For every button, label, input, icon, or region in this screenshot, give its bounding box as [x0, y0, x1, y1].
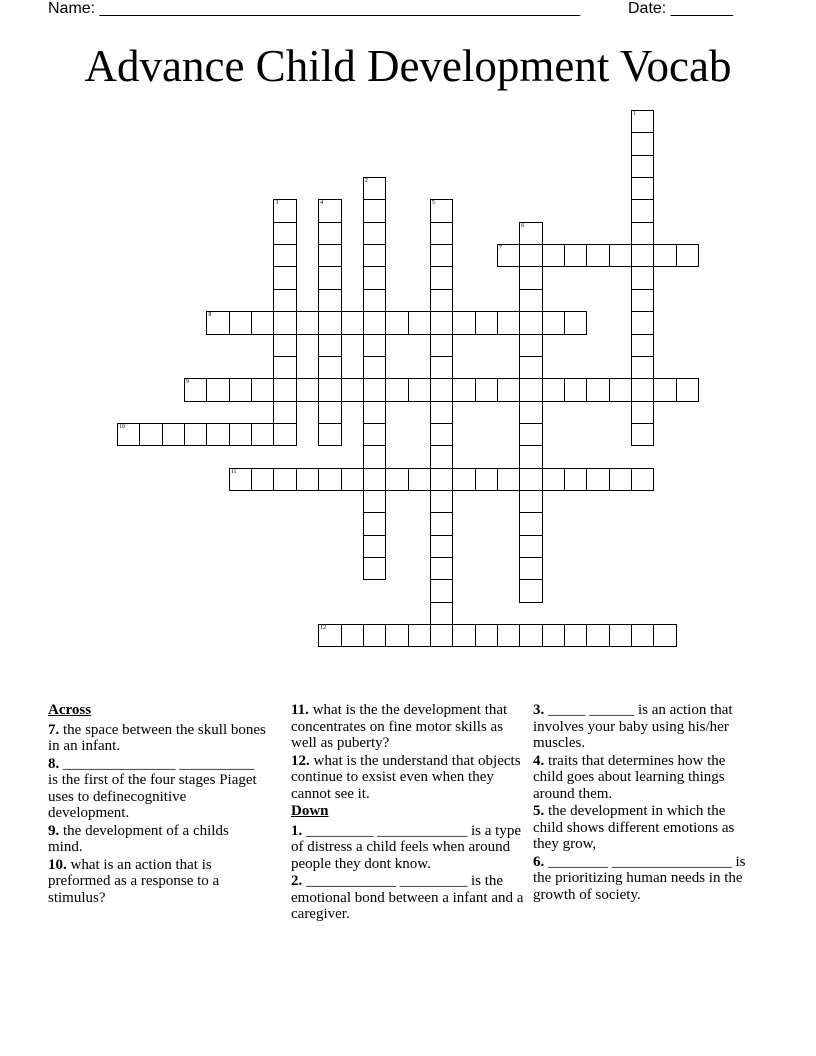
crossword-cell[interactable] [519, 535, 542, 558]
cell-number: 6 [521, 222, 525, 229]
crossword-cell[interactable] [430, 423, 453, 446]
crossword-cell[interactable] [430, 602, 453, 625]
crossword-cell[interactable] [341, 468, 364, 491]
crossword-cell[interactable] [631, 401, 654, 424]
crossword-cell[interactable] [273, 423, 296, 446]
crossword-cell[interactable] [385, 378, 408, 401]
crossword-cell[interactable] [430, 401, 453, 424]
crossword-cell[interactable] [430, 490, 453, 513]
crossword-cell[interactable] [631, 132, 654, 155]
crossword-cell[interactable] [519, 468, 542, 491]
crossword-cell[interactable] [519, 557, 542, 580]
crossword-cell[interactable] [229, 311, 252, 334]
crossword-cell[interactable] [430, 356, 453, 379]
crossword-cell[interactable] [631, 110, 654, 133]
crossword-cell[interactable] [542, 244, 565, 267]
crossword-cell[interactable] [318, 334, 341, 357]
clue-down-2: 2. ____________ _________ is the emotional bond between a infant and a caregiver. [291, 873, 524, 922]
down-heading: Down [291, 803, 329, 819]
cell-number: 4 [320, 200, 324, 207]
crossword-cell[interactable] [318, 423, 341, 446]
crossword-cell[interactable] [519, 289, 542, 312]
crossword-cell[interactable] [363, 624, 386, 647]
crossword-cell[interactable] [251, 423, 274, 446]
crossword-cell[interactable] [363, 177, 386, 200]
crossword-cell[interactable] [609, 378, 632, 401]
crossword-cell[interactable] [609, 468, 632, 491]
crossword-cell[interactable] [318, 378, 341, 401]
crossword-cell[interactable] [475, 468, 498, 491]
clue-down-5: 5. the development in which the child shows different emotions as they grow, [533, 803, 735, 852]
crossword-cell[interactable] [519, 401, 542, 424]
crossword-cell[interactable] [363, 468, 386, 491]
crossword-cell[interactable] [318, 311, 341, 334]
crossword-cell[interactable] [206, 423, 229, 446]
crossword-cell[interactable] [430, 468, 453, 491]
crossword-cell[interactable] [430, 289, 453, 312]
clue-down-3: 3. _____ ______ is an action that involves your baby using his/her muscles. [533, 702, 733, 751]
crossword-cell[interactable] [631, 155, 654, 178]
crossword-cell[interactable] [139, 423, 162, 446]
crossword-cell[interactable] [273, 378, 296, 401]
cell-number: 7 [498, 245, 502, 252]
crossword-cell[interactable] [363, 266, 386, 289]
cell-number: 8 [208, 312, 212, 319]
crossword-cell[interactable] [430, 535, 453, 558]
crossword-cell[interactable] [631, 289, 654, 312]
crossword-cell[interactable] [184, 423, 207, 446]
crossword-cell[interactable] [318, 266, 341, 289]
clue-across-12: 12. what is the understand that objects continue to exsist even when they cannot see it. [291, 752, 521, 802]
crossword-cell[interactable] [631, 199, 654, 222]
crossword-cell[interactable] [430, 378, 453, 401]
crossword-cell[interactable] [519, 490, 542, 513]
crossword-cell[interactable] [519, 445, 542, 468]
crossword-cell[interactable] [273, 401, 296, 424]
crossword-cell[interactable] [363, 445, 386, 468]
crossword-cell[interactable] [631, 266, 654, 289]
crossword-cell[interactable] [631, 244, 654, 267]
crossword-cell[interactable] [363, 356, 386, 379]
crossword-cell[interactable] [519, 311, 542, 334]
crossword-cell[interactable] [631, 311, 654, 334]
crossword-cell[interactable] [162, 423, 185, 446]
crossword-cell[interactable] [318, 401, 341, 424]
crossword-cell[interactable] [676, 244, 699, 267]
crossword-cell[interactable] [363, 289, 386, 312]
crossword-cell[interactable] [497, 624, 520, 647]
crossword-cell[interactable] [519, 356, 542, 379]
crossword-cell[interactable] [385, 468, 408, 491]
crossword-cell[interactable] [631, 378, 654, 401]
cell-number: 12 [320, 625, 327, 632]
crossword-cell[interactable] [229, 468, 252, 491]
crossword-cell[interactable] [273, 199, 296, 222]
crossword-cell[interactable] [452, 624, 475, 647]
clue-down-1: 1. _________ ____________ is a type of distress a child feels when around people they dont know. [291, 822, 521, 872]
crossword-cell[interactable] [341, 378, 364, 401]
clues-column-1 [48, 702, 266, 907]
crossword-cell[interactable] [586, 468, 609, 491]
crossword-cell[interactable] [363, 512, 386, 535]
crossword-cell[interactable] [408, 624, 431, 647]
crossword-cell[interactable] [586, 378, 609, 401]
clue-down-6: 6. ________ ________________ is the prioritizing human needs in the growth of society. [533, 853, 746, 903]
crossword-cell[interactable] [586, 624, 609, 647]
date-field-label[interactable]: Date: _______ [628, 0, 733, 17]
crossword-cell[interactable] [631, 222, 654, 245]
crossword-cell[interactable] [318, 356, 341, 379]
crossword-cell[interactable] [251, 378, 274, 401]
crossword-cell[interactable] [296, 468, 319, 491]
cell-number: 3 [275, 200, 279, 207]
header [48, 0, 748, 20]
crossword-cell[interactable] [363, 557, 386, 580]
clue-across-11: 11. what is the the development that concentrates on fine motor skills as well as puberty? [291, 702, 508, 751]
crossword-cell[interactable] [542, 624, 565, 647]
crossword-cell[interactable] [430, 222, 453, 245]
crossword-cell[interactable] [519, 334, 542, 357]
crossword-cell[interactable] [609, 624, 632, 647]
crossword-cell[interactable] [519, 222, 542, 245]
crossword-cell[interactable] [430, 579, 453, 602]
crossword-cell[interactable] [452, 311, 475, 334]
crossword-cell[interactable] [475, 624, 498, 647]
clue-down-4: 4. traits that determines how the child goes about learning things around them. [533, 752, 726, 802]
crossword-cell[interactable] [519, 378, 542, 401]
crossword-cell[interactable] [363, 490, 386, 513]
crossword-cell[interactable] [497, 244, 520, 267]
crossword-cell[interactable] [251, 311, 274, 334]
crossword-cell[interactable] [586, 244, 609, 267]
crossword-cell[interactable] [318, 468, 341, 491]
crossword-cell[interactable] [363, 222, 386, 245]
crossword-cell[interactable] [408, 378, 431, 401]
crossword-cell[interactable] [229, 423, 252, 446]
crossword-cell[interactable] [363, 199, 386, 222]
crossword-cell[interactable] [430, 445, 453, 468]
crossword-cell[interactable] [430, 334, 453, 357]
clue-across-7: 7. the space between the skull bones in an infant. [48, 721, 266, 754]
cell-number: 1 [633, 111, 637, 117]
cell-number: 5 [431, 200, 435, 207]
crossword-cell[interactable] [363, 378, 386, 401]
crossword-cell[interactable] [184, 378, 207, 401]
crossword-cell[interactable] [430, 199, 453, 222]
clues-column-2 [291, 702, 525, 924]
crossword-cell[interactable] [631, 177, 654, 200]
crossword-cell[interactable] [363, 423, 386, 446]
crossword-cell[interactable] [609, 244, 632, 267]
crossword-cell[interactable] [363, 244, 386, 267]
crossword-cell[interactable] [430, 624, 453, 647]
crossword-cell[interactable] [564, 468, 587, 491]
crossword-cell[interactable] [385, 311, 408, 334]
crossword-cell[interactable] [318, 289, 341, 312]
crossword-cell[interactable] [564, 244, 587, 267]
clues-column-3 [533, 702, 753, 904]
crossword-cell[interactable] [318, 222, 341, 245]
crossword-cell[interactable] [430, 244, 453, 267]
crossword-cell[interactable] [318, 244, 341, 267]
crossword-cell[interactable] [363, 311, 386, 334]
crossword-cell[interactable] [497, 468, 520, 491]
name-field-label[interactable]: Name: ______________________________________________________ [48, 0, 581, 17]
crossword-cell[interactable] [519, 266, 542, 289]
cell-number: 2 [364, 178, 368, 185]
crossword-cell[interactable] [296, 311, 319, 334]
crossword-cell[interactable] [273, 468, 296, 491]
crossword-cell[interactable] [631, 334, 654, 357]
clue-across-8: 8. _______________ __________ is the first of the four stages Piaget uses to definecognitive development. [48, 755, 257, 821]
crossword-cell[interactable] [542, 468, 565, 491]
crossword-cell[interactable] [497, 378, 520, 401]
crossword-cell[interactable] [273, 289, 296, 312]
crossword-cell[interactable] [631, 356, 654, 379]
crossword-cell[interactable] [206, 311, 229, 334]
crossword-cell[interactable] [452, 468, 475, 491]
crossword-cell[interactable] [653, 624, 676, 647]
crossword-cell[interactable] [564, 378, 587, 401]
crossword-cell[interactable] [542, 378, 565, 401]
page-title: Advance Child Development Vocab [84, 41, 732, 91]
cell-number: 10 [119, 423, 125, 430]
crossword-cell[interactable] [542, 311, 565, 334]
crossword-cell[interactable] [519, 244, 542, 267]
cell-number: 11 [230, 468, 237, 475]
crossword-cell[interactable] [318, 199, 341, 222]
crossword-cell[interactable] [497, 311, 520, 334]
crossword-cell[interactable] [363, 334, 386, 357]
crossword-cell[interactable] [676, 378, 699, 401]
crossword-cell[interactable] [519, 512, 542, 535]
crossword-cell[interactable] [251, 468, 274, 491]
crossword-cell[interactable] [564, 624, 587, 647]
crossword-cell[interactable] [385, 624, 408, 647]
crossword-cell[interactable] [631, 468, 654, 491]
crossword-cell[interactable] [631, 624, 654, 647]
crossword-cell[interactable] [117, 423, 140, 446]
crossword-cell[interactable] [430, 266, 453, 289]
crossword-cell[interactable] [519, 624, 542, 647]
crossword-cell[interactable] [341, 311, 364, 334]
crossword-cell[interactable] [430, 311, 453, 334]
crossword-cell[interactable] [206, 378, 229, 401]
crossword-cell[interactable] [475, 311, 498, 334]
crossword-cell[interactable] [408, 311, 431, 334]
crossword-cell[interactable] [519, 579, 542, 602]
crossword-cell[interactable] [273, 311, 296, 334]
crossword-cell[interactable] [273, 222, 296, 245]
crossword-cell[interactable] [430, 557, 453, 580]
clue-across-10: 10. what is an action that is preformed as a response to a stimulus? [48, 856, 220, 906]
crossword-cell[interactable] [653, 244, 676, 267]
clue-across-9: 9. the development of a childs mind. [48, 822, 229, 855]
crossword-cell[interactable] [318, 624, 341, 647]
crossword-cell[interactable] [430, 512, 453, 535]
cell-number: 9 [186, 379, 190, 386]
crossword-cell[interactable] [452, 378, 475, 401]
crossword-cell[interactable] [273, 334, 296, 357]
crossword-cell[interactable] [273, 356, 296, 379]
crossword-cell[interactable] [273, 244, 296, 267]
crossword-cell[interactable] [273, 266, 296, 289]
crossword-cell[interactable] [408, 468, 431, 491]
crossword-cell[interactable] [475, 378, 498, 401]
across-heading: Across [48, 702, 92, 718]
crossword-cell[interactable] [363, 401, 386, 424]
crossword-cell[interactable] [631, 423, 654, 446]
crossword-cell[interactable] [229, 378, 252, 401]
crossword-cell[interactable] [363, 535, 386, 558]
crossword-cell[interactable] [341, 624, 364, 647]
crossword-cell[interactable] [519, 423, 542, 446]
crossword-cell[interactable] [653, 378, 676, 401]
crossword-cell[interactable] [296, 378, 319, 401]
crossword-cell[interactable] [564, 311, 587, 334]
